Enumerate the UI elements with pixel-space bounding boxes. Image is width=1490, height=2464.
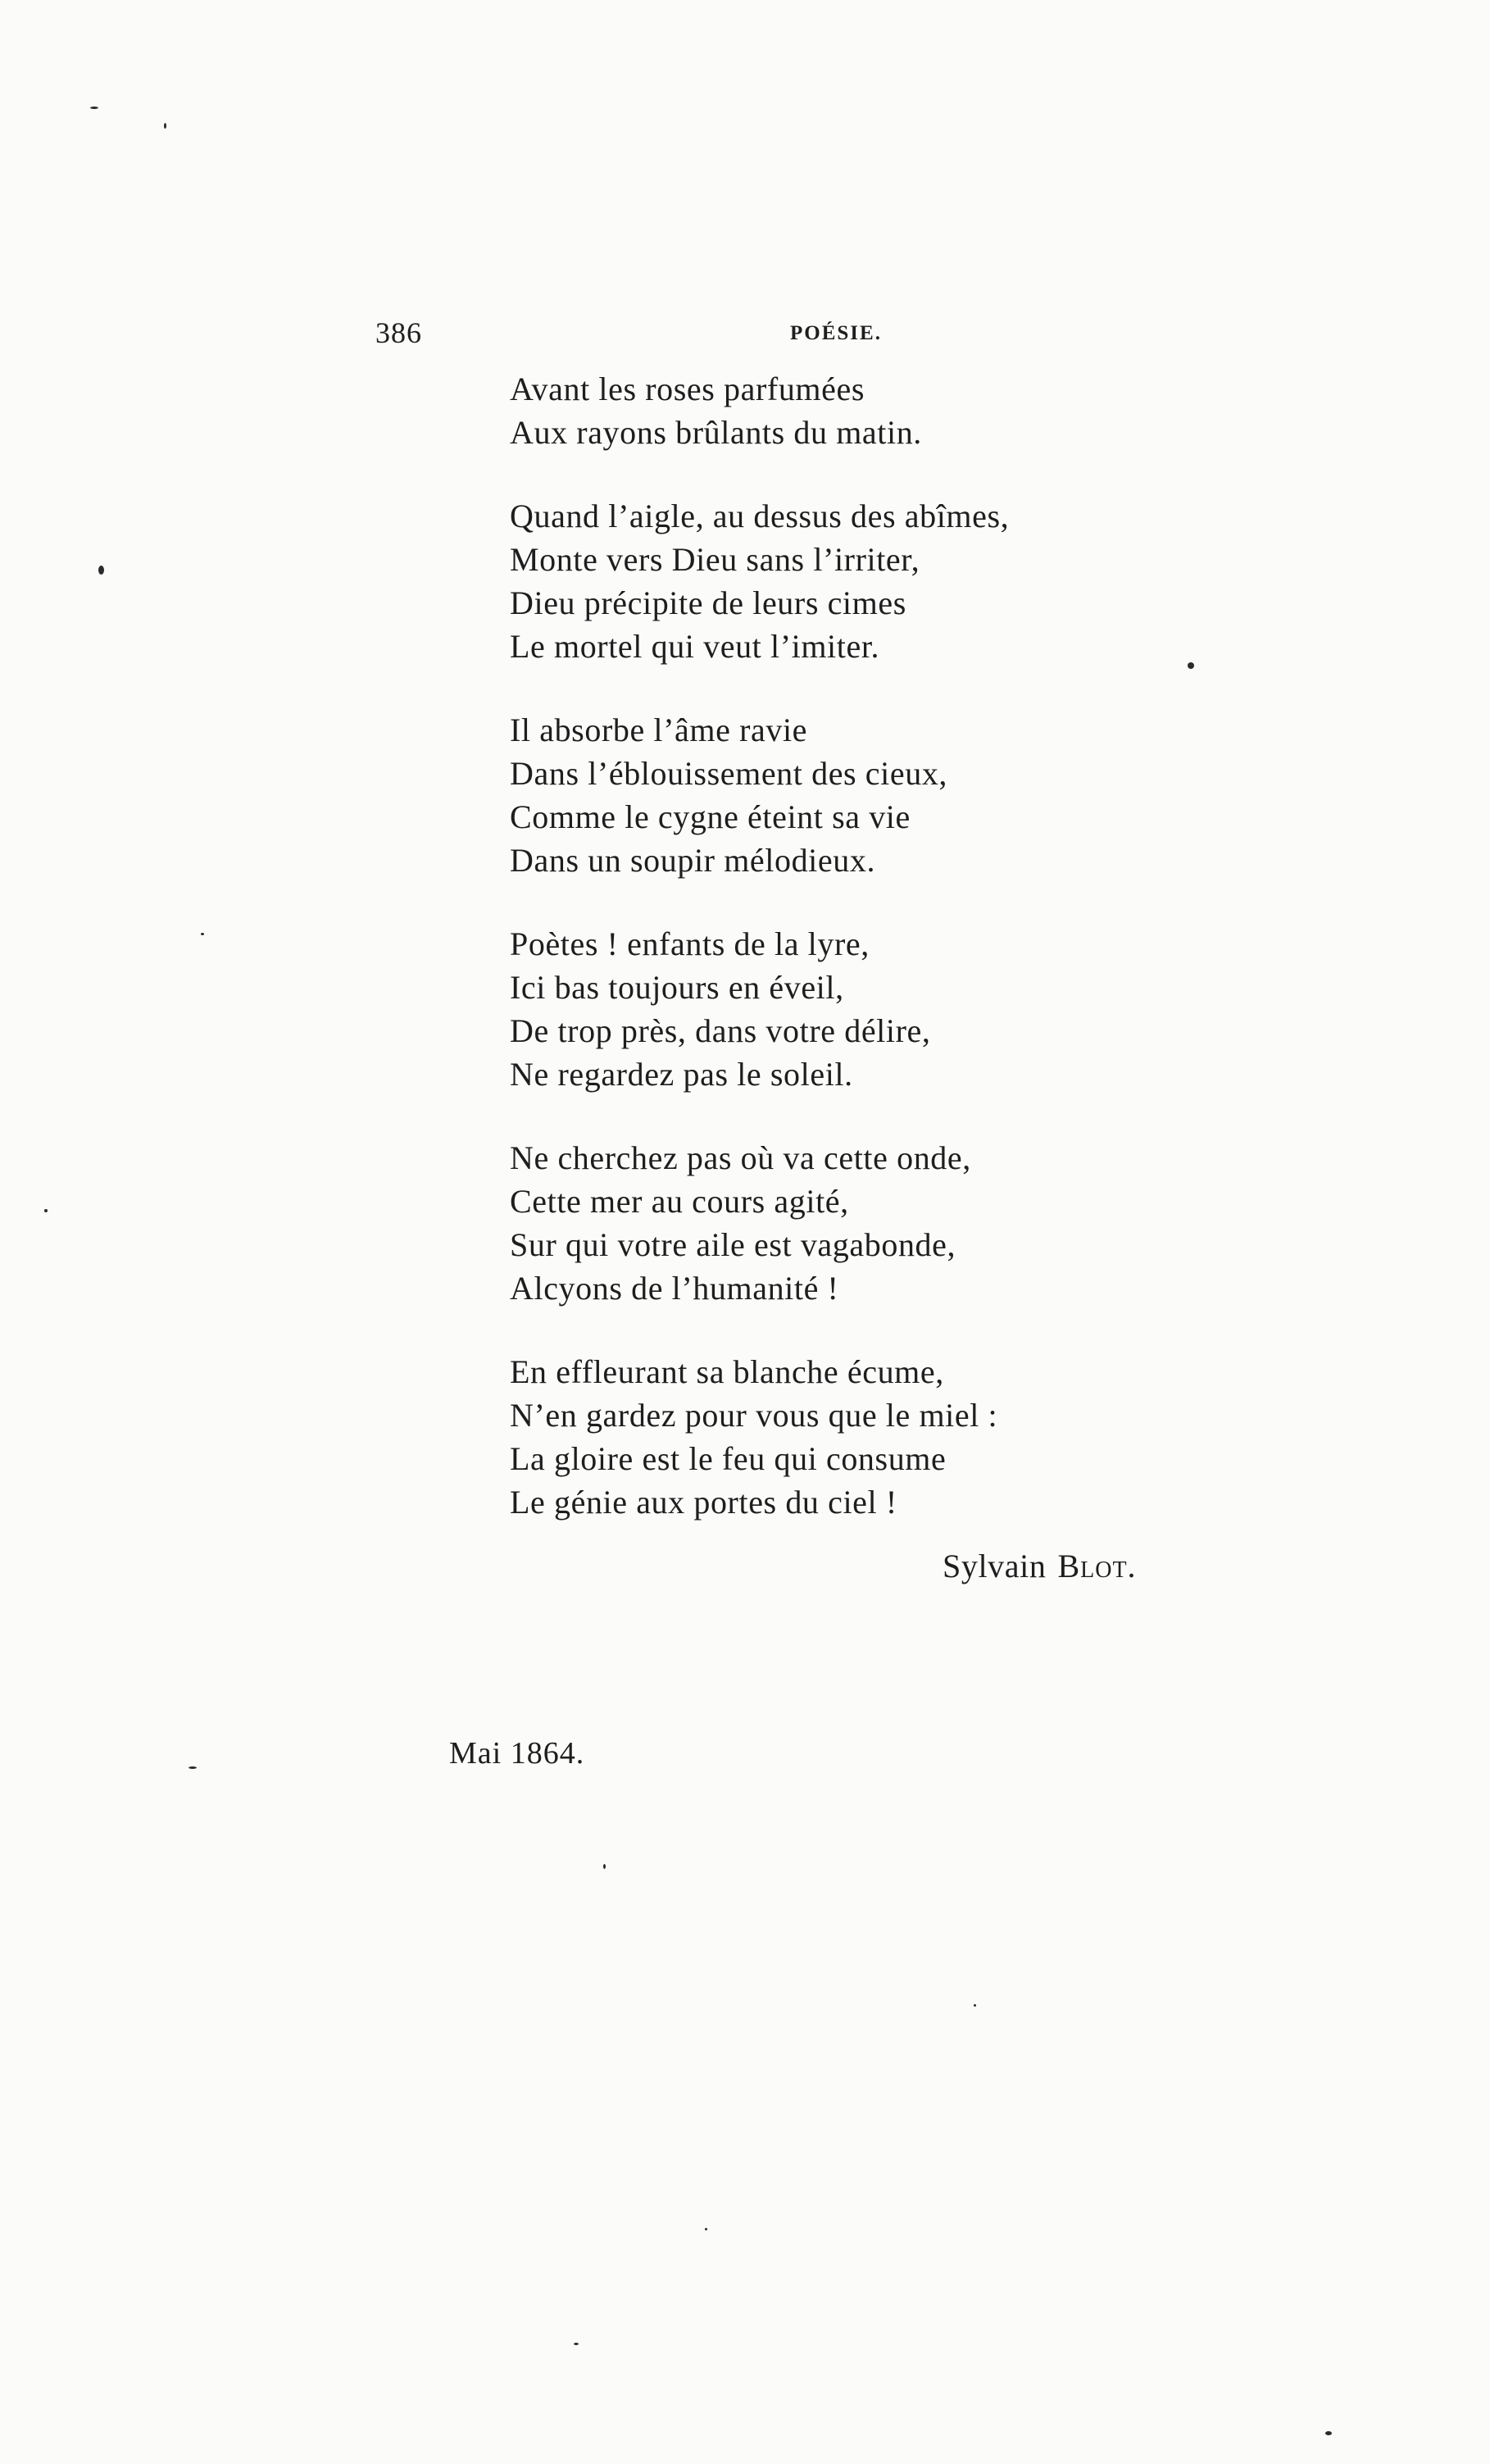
verse: Monte vers Dieu sans l’irriter, — [510, 541, 920, 578]
scan-speck — [90, 107, 98, 109]
verse: Quand l’aigle, au dessus des abîmes, — [510, 498, 1010, 534]
page-number: 386 — [375, 316, 422, 349]
scan-speck — [189, 1766, 197, 1769]
scan-speck — [705, 2228, 707, 2230]
running-head: POÉSIE. — [790, 322, 882, 344]
scan-speck — [98, 566, 104, 575]
verse: Ne cherchez pas où va cette onde, — [510, 1139, 971, 1176]
signature-first-name: Sylvain — [943, 1548, 1047, 1584]
scan-speck — [974, 2004, 976, 2007]
verse: En effleurant sa blanche écume, — [510, 1353, 944, 1390]
stanza-6 — [510, 1350, 1133, 1524]
scan-speck — [574, 2343, 579, 2345]
scan-speck — [201, 933, 204, 935]
verse: Aux rayons brûlants du matin. — [510, 414, 922, 451]
stanza-5 — [510, 1136, 1133, 1310]
verse: Il absorbe l’âme ravie — [510, 711, 808, 748]
stanza-2 — [510, 494, 1133, 668]
scan-speck — [164, 123, 166, 129]
verse: Le mortel qui veut l’imiter. — [510, 628, 880, 665]
verse: Dieu précipite de leurs cimes — [510, 584, 906, 621]
stanza-4 — [510, 922, 1133, 1096]
verse: Ne regardez pas le soleil. — [510, 1056, 853, 1093]
verse: La gloire est le feu qui consume — [510, 1440, 947, 1477]
verse: Le génie aux portes du ciel ! — [510, 1484, 897, 1521]
verse: N’en gardez pour vous que le miel : — [510, 1397, 998, 1434]
stanza-3 — [510, 708, 1133, 882]
verse: Avant les roses parfumées — [510, 371, 865, 407]
signature-last-name: Blot. — [1057, 1548, 1137, 1584]
verse: Ici bas toujours en éveil, — [510, 969, 844, 1006]
verse: Alcyons de l’humanité ! — [510, 1270, 839, 1307]
scan-speck — [44, 1209, 48, 1212]
verse: Dans l’éblouissement des cieux, — [510, 755, 948, 792]
dateline: Mai 1864. — [449, 1736, 585, 1771]
signature — [943, 1544, 1137, 1588]
stanza-1 — [510, 367, 1133, 454]
verse: Comme le cygne éteint sa vie — [510, 798, 911, 835]
verse: Sur qui votre aile est vagabonde, — [510, 1226, 956, 1263]
scan-speck — [1325, 2431, 1332, 2435]
scan-speck — [1188, 662, 1194, 669]
poem — [510, 367, 1133, 1564]
scan-speck — [603, 1864, 606, 1869]
verse: Dans un soupir mélodieux. — [510, 842, 876, 879]
verse: De trop près, dans votre délire, — [510, 1012, 931, 1049]
verse: Poètes ! enfants de la lyre, — [510, 925, 870, 962]
verse: Cette mer au cours agité, — [510, 1183, 849, 1220]
